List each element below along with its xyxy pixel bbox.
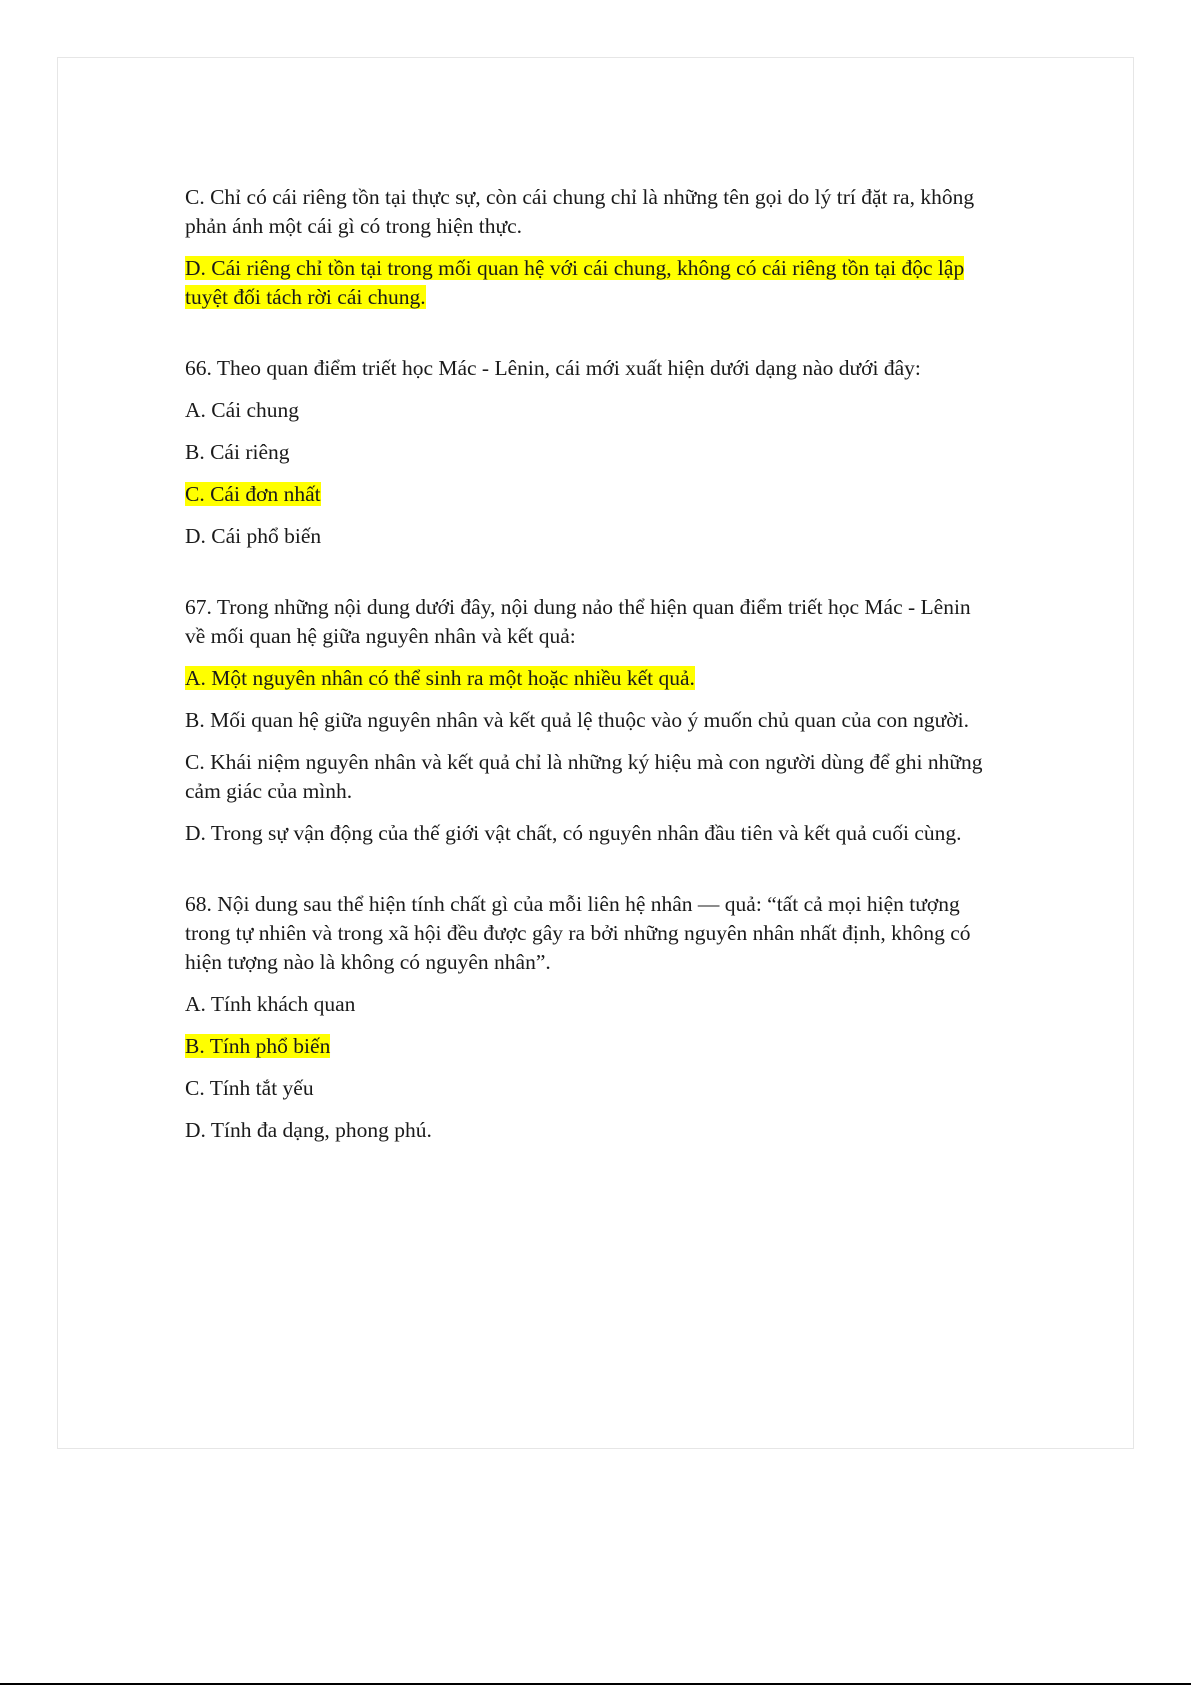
- question-65-tail: [185, 183, 995, 312]
- highlighted-answer: B. Tính phổ biến: [185, 1034, 331, 1058]
- option-b: B. Mối quan hệ giữa nguyên nhân và kết quả lệ thuộc vào ý muốn chủ quan của con người.: [185, 708, 970, 732]
- option-d: D. Trong sự vận động của thế giới vật chất, có nguyên nhân đầu tiên và kết quả cuối cùng.: [185, 821, 962, 845]
- option-a-answer: [185, 664, 995, 693]
- question-67: [185, 593, 995, 848]
- highlighted-answer: D. Cái riêng chỉ tồn tại trong mối quan hệ với cái chung, không có cái riêng tồn tại độc lập tuyệt đối tách rời cái chung.: [185, 256, 965, 309]
- question-text: 68. Nội dung sau thể hiện tính chất gì của mỗi liên hệ nhân — quả: “tất cả mọi hiện tượng trong tự nhiên và trong xã hội đều được gây ra bởi những nguyên nhân nhất định, không có hiện tượng nào là không có nguyên nhân”.: [185, 892, 971, 974]
- question-66: [185, 354, 995, 551]
- document-content: [185, 183, 995, 1158]
- option-c: C. Tính tắt yếu: [185, 1076, 314, 1100]
- option-c: C. Chỉ có cái riêng tồn tại thực sự, còn cái chung chỉ là những tên gọi do lý trí đặt ra, không phản ánh một cái gì có trong hiện thực.: [185, 185, 975, 238]
- option-d: D. Tính đa dạng, phong phú.: [185, 1118, 432, 1142]
- option-b: B. Cái riêng: [185, 440, 290, 464]
- highlighted-answer: A. Một nguyên nhân có thể sinh ra một hoặc nhiều kết quả.: [185, 666, 695, 690]
- option-c: C. Khái niệm nguyên nhân và kết quả chỉ là những ký hiệu mà con người dùng để ghi những cảm giác của mình.: [185, 750, 983, 803]
- option-d: D. Cái phổ biến: [185, 524, 322, 548]
- question-68: [185, 890, 995, 1145]
- highlighted-answer: C. Cái đơn nhất: [185, 482, 321, 506]
- option-a: A. Tính khách quan: [185, 992, 356, 1016]
- option-d-answer: [185, 254, 995, 312]
- question-text: 66. Theo quan điểm triết học Mác - Lênin, cái mới xuất hiện dưới dạng nào dưới đây:: [185, 356, 921, 380]
- option-b-answer: [185, 1032, 995, 1061]
- option-a: A. Cái chung: [185, 398, 300, 422]
- question-text: 67. Trong những nội dung dưới đây, nội dung nảo thể hiện quan điểm triết học Mác - Lênin về mối quan hệ giữa nguyên nhân và kết quả:: [185, 595, 971, 648]
- option-c-answer: [185, 480, 995, 509]
